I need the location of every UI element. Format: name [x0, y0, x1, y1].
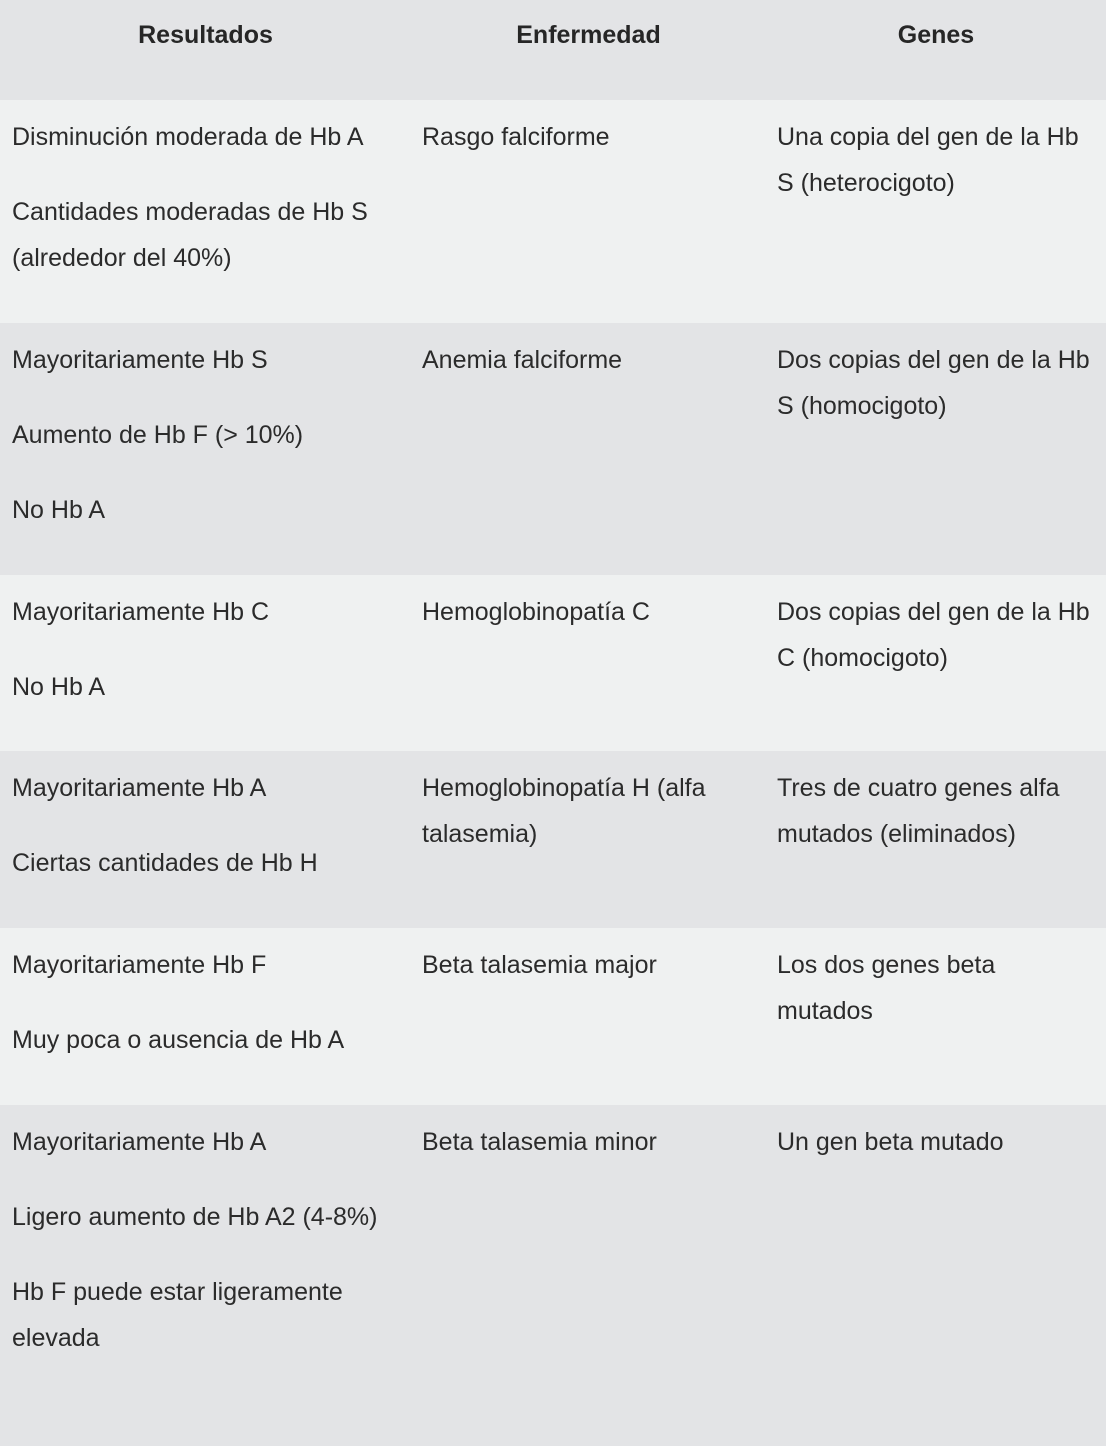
- cell-genes: Dos copias del gen de la Hb S (homocigoto): [777, 346, 1090, 420]
- result-line: Hb F puede estar ligeramente elevada: [12, 1278, 343, 1352]
- cell-genes: Una copia del gen de la Hb S (heterocigoto): [777, 123, 1079, 197]
- cell-enfermedad: Anemia falciforme: [422, 346, 623, 374]
- result-line: Mayoritariamente Hb A: [12, 774, 267, 802]
- result-line: Aumento de Hb F (> 10%): [12, 421, 304, 449]
- result-line: No Hb A: [12, 673, 106, 701]
- result-line: Disminución moderada de Hb A: [12, 123, 364, 151]
- cell-enfermedad: Hemoglobinopatía C: [422, 598, 650, 626]
- table-row: [0, 323, 1106, 575]
- table-row: [0, 928, 1106, 1105]
- cell-enfermedad: Beta talasemia minor: [422, 1128, 657, 1156]
- cell-resultados: [0, 323, 411, 575]
- result-line: Mayoritariamente Hb F: [12, 951, 267, 979]
- cell-genes: Los dos genes beta mutados: [777, 951, 996, 1025]
- cell-resultados: [0, 928, 411, 1105]
- cell-resultados: [0, 575, 411, 751]
- table-body: [0, 100, 1106, 1446]
- result-line: Cantidades moderadas de Hb S (alrededor del 40%): [12, 198, 368, 272]
- column-header-resultados: Resultados: [0, 0, 411, 100]
- result-line: Muy poca o ausencia de Hb A: [12, 1026, 345, 1054]
- result-line: Mayoritariamente Hb C: [12, 598, 270, 626]
- result-line: Ligero aumento de Hb A2 (4-8%): [12, 1203, 378, 1231]
- table-row: [0, 1105, 1106, 1446]
- cell-resultados: [0, 751, 411, 928]
- table-header: [0, 0, 1106, 100]
- column-header-genes: Genes: [766, 0, 1106, 100]
- cell-genes: Tres de cuatro genes alfa mutados (eliminados): [777, 774, 1060, 848]
- cell-enfermedad: Beta talasemia major: [422, 951, 657, 979]
- result-line: Mayoritariamente Hb A: [12, 1128, 267, 1156]
- cell-genes: Dos copias del gen de la Hb C (homocigoto): [777, 598, 1090, 672]
- cell-enfermedad: Rasgo falciforme: [422, 123, 610, 151]
- table-row: [0, 751, 1106, 928]
- cell-resultados: [0, 1105, 411, 1446]
- cell-enfermedad: Hemoglobinopatía H (alfa talasemia): [422, 774, 706, 848]
- cell-genes: Un gen beta mutado: [777, 1128, 1004, 1156]
- header-row: [0, 0, 1106, 100]
- column-header-enfermedad: Enfermedad: [411, 0, 766, 100]
- table-row: [0, 100, 1106, 323]
- result-line: Mayoritariamente Hb S: [12, 346, 268, 374]
- cell-resultados: [0, 100, 411, 323]
- table-row: [0, 575, 1106, 751]
- result-line: Ciertas cantidades de Hb H: [12, 849, 318, 877]
- result-line: No Hb A: [12, 496, 106, 524]
